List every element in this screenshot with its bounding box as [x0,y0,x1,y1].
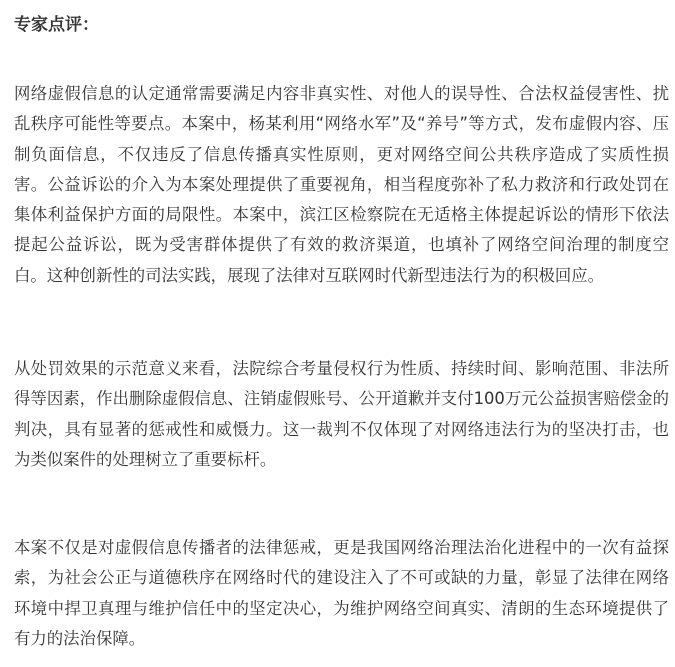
paragraph-2: 从处罚效果的示范意义来看，法院综合考量侵权行为性质、持续时间、影响范围、非法所得等因素，作出删除虚假信息、注销虚假账号、公开道歉并支付100万元公益损害赔偿金的判决，具有显著的惩戒性和威慑力。这一裁判不仅体现了对网络违法行为的坚决打击，也为类似案件的处理树立了重要标杆。 [14,359,669,469]
section-heading: 专家点评： [14,15,99,35]
paragraph-3: 本案不仅是对虚假信息传播者的法律惩戒，更是我国网络治理法治化进程中的一次有益探索，为社会公正与道德秩序在网络时代的建设注入了不可或缺的力量，彰显了法律在网络环境中捍卫真理与维护信任中的坚定决心，为维护网络空间真实、清朗的生态环境提供了有力的法治保障。 [14,538,669,648]
paragraph-1: 网络虚假信息的认定通常需要满足内容非真实性、对他人的误导性、合法权益侵害性、扰乱秩序可能性等要点。本案中，杨某利用“网络水军”及“养号”等方式，发布虚假内容、压制负面信息，不仅违反了信息传播真实性原则，更对网络空间公共秩序造成了实质性损害。公益诉讼的介入为本案处理提供了重要视角，相当程度弥补了私力救济和行政处罚在集体利益保护方面的局限性。本案中，滨江区检察院在无适格主体提起诉讼的情形下依法提起公益诉讼，既为受害群体提供了有效的救济渠道，也填补了网络空间治理的制度空白。这种创新性的司法实践，展现了法律对互联网时代新型违法行为的积极回应。 [14,84,669,285]
